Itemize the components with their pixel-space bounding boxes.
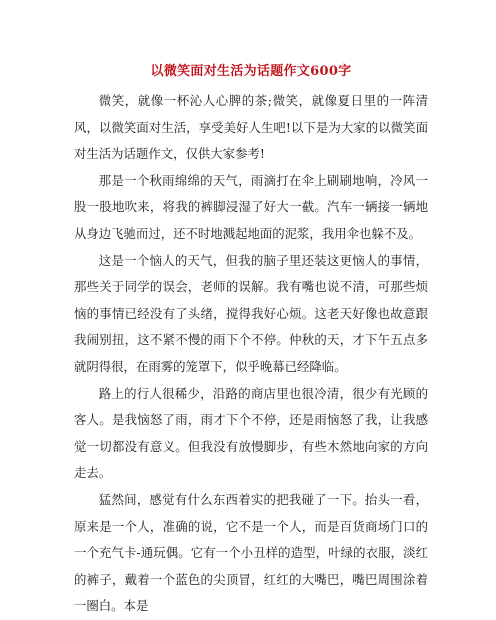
paragraph-rainy-day: 那是一个秋雨绵绵的天气，雨滴打在伞上刷刷地响，冷风一股一股地吹来，将我的裤脚浸湿了好大一截。汽车一辆接一辆地从身边飞驰而过，还不时地溅起地面的泥浆，我用伞也躲不及。 xyxy=(74,172,428,241)
paragraph-intro: 微笑，就像一杯沁人心脾的茶;微笑，就像夏日里的一阵清风，以微笑面对生活，享受美好人生吧!以下是为大家的以微笑面对生活为话题作文，仅供大家参考! xyxy=(74,93,428,162)
document-title: 以微笑面对生活为话题作文600字 xyxy=(150,64,352,79)
paragraph-troubles: 这是一个恼人的天气，但我的脑子里还装这更恼人的事情，那些关于同学的误会，老师的误解。我有嘴也说不清，可那些烦恼的事情已经没有了头绪，搅得我好心烦。这老天好像也故意跟我闹别扭，这不紧不慢的雨下个不停。仲秋的天，才下午五点多就阴得很，在雨雾的笼罩下，似乎晚幕已经降临。 xyxy=(74,252,428,374)
paragraph-clown-doll: 猛然间，感觉有什么东西着实的把我碰了一下。抬头一看，原来是一个人，准确的说，它不是一个人，而是百货商场门口的一个充气卡-通玩偶。它有一个小丑样的造型，叶绿的衣服，淡红的裤子，戴着一个蓝色的尖顶冒，红红的大嘴巴，嘴巴周围涂着一圈白。本是 xyxy=(74,491,428,614)
paragraph-street: 路上的行人很稀少，沿路的商店里也很冷清，很少有光顾的客人。是我恼怒了雨，雨才下个不停，还是雨恼怒了我，让我感觉一切都没有意义。但我没有放慢脚步，有些木然地向家的方向走去。 xyxy=(74,385,428,481)
